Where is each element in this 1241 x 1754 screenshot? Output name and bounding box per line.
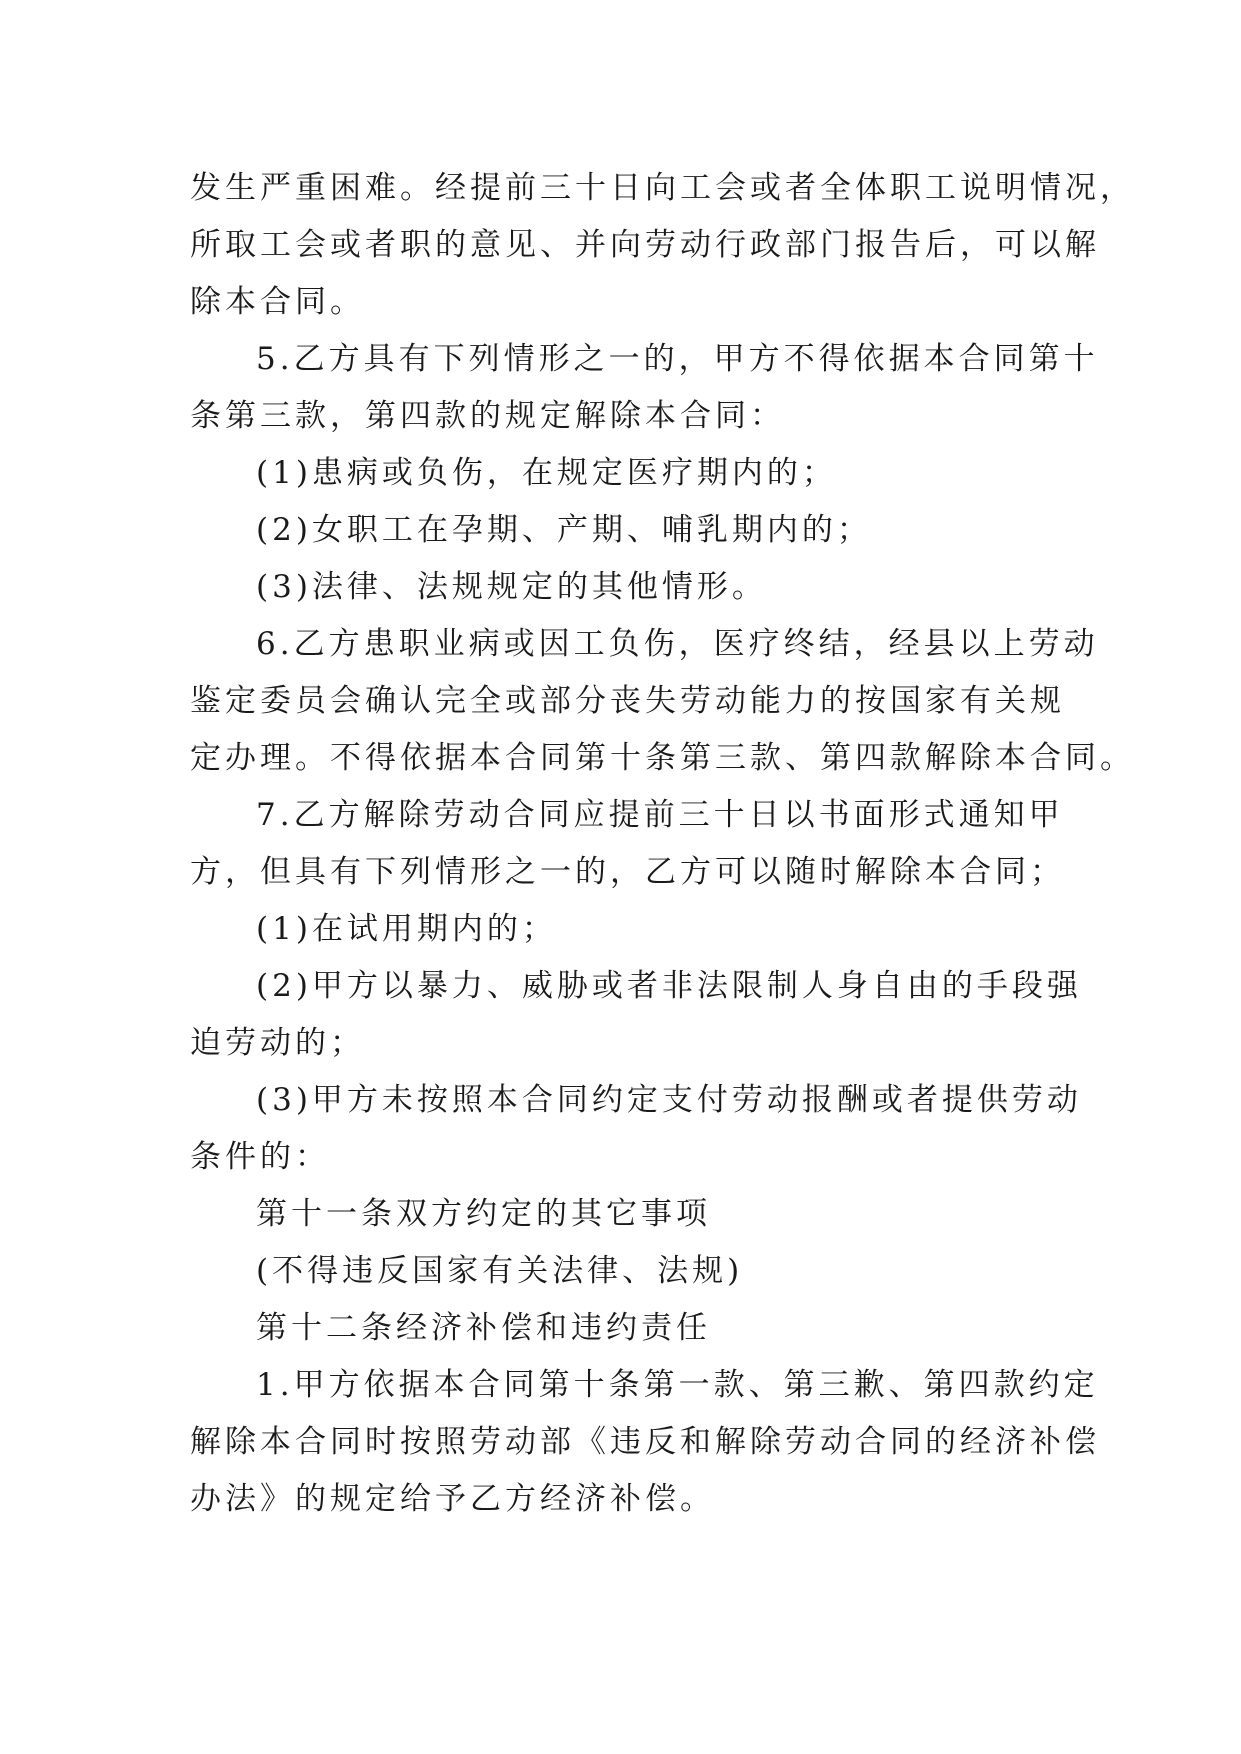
text-line: 除本合同。 [190,284,365,320]
text-line: 鉴定委员会确认完全或部分丧失劳动能力的按国家有关规 [190,683,1065,719]
text-line: 7.乙方解除劳动合同应提前三十日以书面形式通知甲 [256,797,1064,833]
text-line: 条第三款，第四款的规定解除本合同： [190,398,785,434]
text-line: (不得违反国家有关法律、法规) [256,1253,744,1289]
text-line: 方，但具有下列情形之一的，乙方可以随时解除本合同； [190,854,1065,890]
text-line: 第十二条经济补偿和违约责任 [256,1310,711,1346]
text-line: 第十一条双方约定的其它事项 [256,1196,711,1232]
text-line: 迫劳动的； [190,1025,365,1061]
text-line: (1)在试用期内的； [256,911,557,947]
text-line: (1)患病或负伤，在规定医疗期内的； [256,455,837,491]
text-line: 5.乙方具有下列情形之一的，甲方不得依据本合同第十 [256,341,1099,377]
text-line: 办法》的规定给予乙方经济补偿。 [190,1481,715,1517]
text-line: 1.甲方依据本合同第十条第一款、第三歉、第四款约定 [256,1367,1099,1403]
text-line: (2)女职工在孕期、产期、哺乳期内的； [256,512,872,548]
text-line: (3)法律、法规规定的其他情形。 [256,569,767,605]
text-line: 发生严重困难。经提前三十日向工会或者全体职工说明情况， [190,170,1135,206]
text-line: 解除本合同时按照劳动部《违反和解除劳动合同的经济补偿 [190,1424,1100,1460]
text-line: 所取工会或者职的意见、并向劳动行政部门报告后，可以解 [190,227,1100,263]
text-line: (3)甲方未按照本合同约定支付劳动报酬或者提供劳动 [256,1082,1082,1118]
document-body [190,160,1135,1528]
text-line: 条件的： [190,1139,330,1175]
text-line: 6.乙方患职业病或因工负伤，医疗终结，经县以上劳动 [256,626,1099,662]
text-line: 定办理。不得依据本合同第十条第三款、第四款解除本合同。 [190,740,1135,776]
text-line: (2)甲方以暴力、威胁或者非法限制人身自由的手段强 [256,968,1082,1004]
